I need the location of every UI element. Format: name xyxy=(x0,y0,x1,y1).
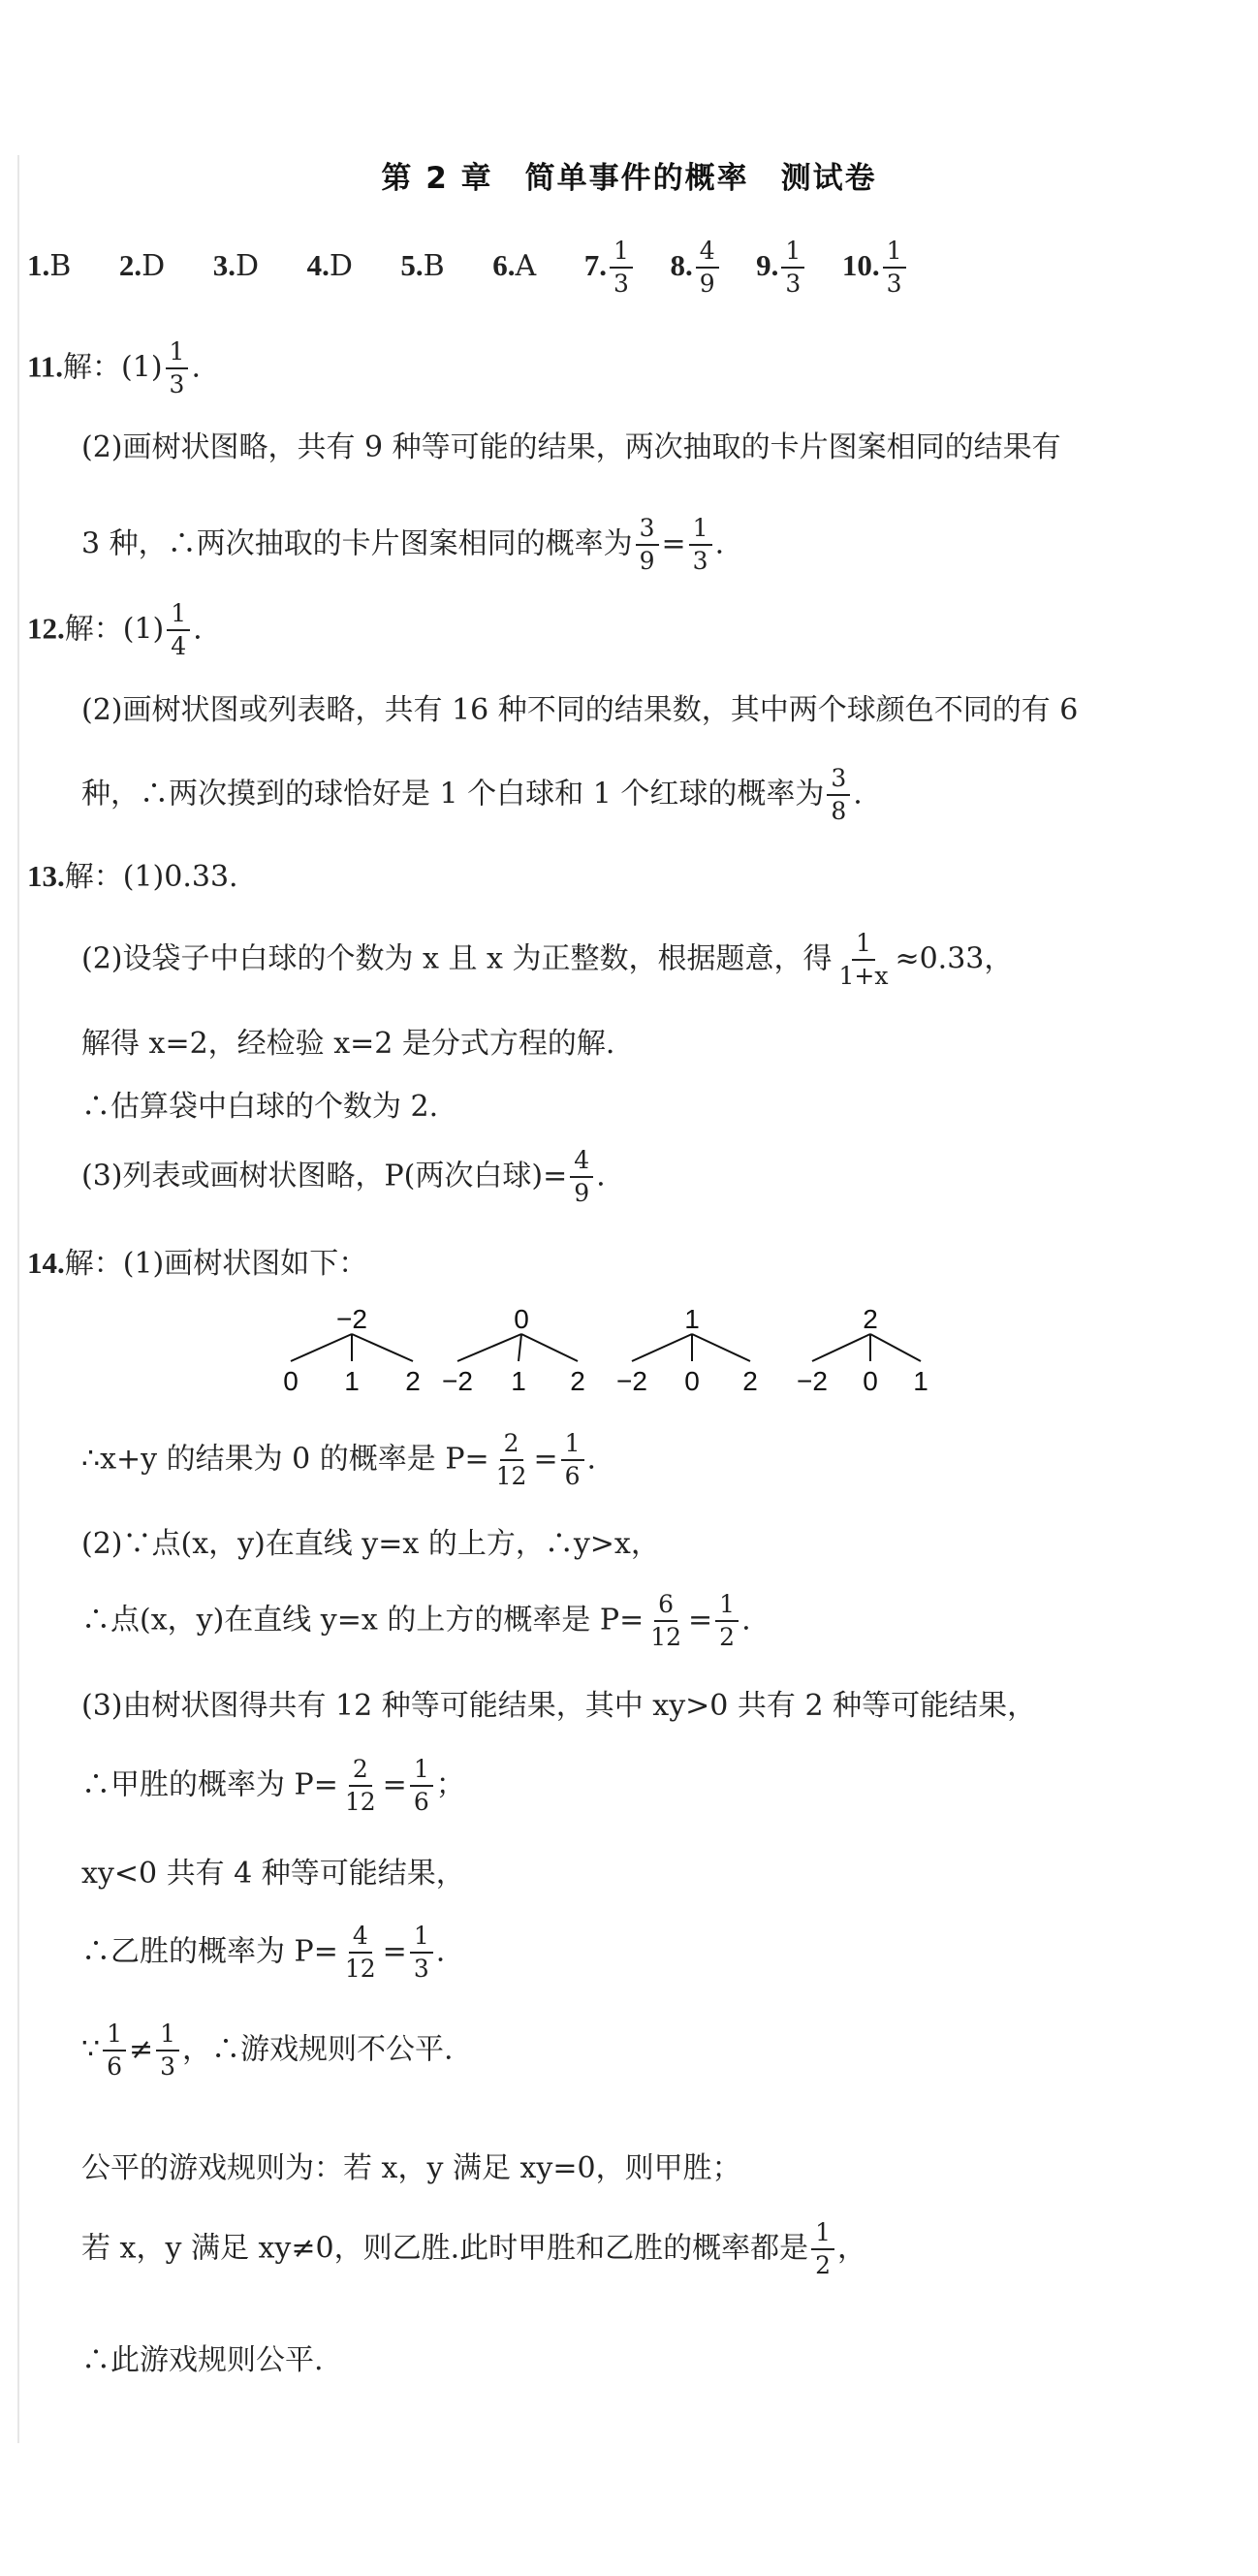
margin-line xyxy=(17,155,19,2443)
tree-leaf: 2 xyxy=(742,1366,758,1396)
tree-edge xyxy=(291,1334,352,1361)
tree-branch-3 xyxy=(616,1304,758,1396)
tree-leaf: −2 xyxy=(616,1366,647,1396)
q14-part1-head: 14.解：(1)画树状图如下： xyxy=(27,1246,368,1281)
tree-leaf: 2 xyxy=(405,1366,421,1396)
q11-part2-line2: 3 种，∴两次抽取的卡片图案相同的概率为 $\frac{3}{9}$ = $\frac{1}{3}$ . xyxy=(81,514,725,576)
tree-leaf: 1 xyxy=(913,1366,928,1396)
q13-part1: 13.解：(1)0.33. xyxy=(27,859,238,894)
q14-line1: ∴x+y 的结果为 0 的概率是 P= $\frac{2}{12}$ = $\frac{1}{6}$ . xyxy=(81,1429,597,1491)
tree-edge xyxy=(870,1334,921,1361)
tree-leaf: 0 xyxy=(684,1366,700,1396)
tree-leaf: 1 xyxy=(511,1366,526,1396)
answer-5: 5.B xyxy=(400,248,445,284)
q13-part2: (2)设袋子中白球的个数为 x 且 x 为正整数，根据题意，得 $\frac{1}{1+x}$ ≈0.33， xyxy=(81,929,1014,991)
tree-diagram xyxy=(281,1299,979,1396)
q14-line11: ∴此游戏规则公平. xyxy=(81,2343,324,2377)
tree-root-2: 0 xyxy=(514,1304,529,1334)
q14-line4: (3)由树状图得共有 12 种等可能结果，其中 xy>0 共有 2 种等可能结果， xyxy=(81,1689,1037,1723)
answers-1-10 xyxy=(27,239,909,298)
q13-part3: (3)列表或画树状图略，P(两次白球)= $\frac{4}{9}$ . xyxy=(81,1146,606,1208)
page-title: 第 2 章 简单事件的概率 测试卷 xyxy=(381,161,877,196)
q14-line10: 若 x，y 满足 xy≠0，则乙胜.此时甲胜和乙胜的概率都是 $\frac{1}{2}$ ， xyxy=(81,2218,867,2280)
q14-line9: 公平的游戏规则为：若 x，y 满足 xy=0，则甲胜； xyxy=(81,2151,741,2185)
q14-line2: (2)∵点(x，y)在直线 y=x 的上方，∴y>x， xyxy=(81,1527,660,1561)
answer-3: 3.D xyxy=(212,248,260,284)
q14-line7: ∴乙胜的概率为 P= $\frac{4}{12}$ = $\frac{1}{3}$ . xyxy=(81,1922,446,1984)
answer-1: 1.B xyxy=(27,248,72,284)
q11-part1: 11.解：(1) $\frac{1}{3}$ . xyxy=(27,337,201,399)
tree-leaf: −2 xyxy=(797,1366,828,1396)
tree-edge xyxy=(521,1334,578,1361)
q11-part2-line1: (2)画树状图略，共有 9 种等可能的结果，两次抽取的卡片图案相同的结果有 xyxy=(81,430,1061,464)
tree-leaf: 0 xyxy=(283,1366,299,1396)
q14-line3: ∴点(x，y)在直线 y=x 的上方的概率是 P= $\frac{6}{12}$ = $\frac{1}{2}$ . xyxy=(81,1590,751,1652)
q12-part1: 12.解：(1) $\frac{1}{4}$ . xyxy=(27,599,203,661)
q14-line6: xy<0 共有 4 种等可能结果， xyxy=(81,1857,465,1891)
q12-part2-line2: 种，∴两次摸到的球恰好是 1 个白球和 1 个红球的概率为 $\frac{3}{8}$ . xyxy=(81,764,863,826)
tree-root-1: −2 xyxy=(336,1304,367,1334)
tree-root-4: 2 xyxy=(863,1304,878,1334)
tree-leaf: −2 xyxy=(442,1366,473,1396)
answer-9: 9. $\frac{1}{3}$ xyxy=(756,249,807,283)
tree-edge xyxy=(519,1334,521,1361)
tree-leaf: 2 xyxy=(570,1366,585,1396)
answer-6: 6.A xyxy=(492,248,537,284)
answer-10: 10. $\frac{1}{3}$ xyxy=(842,249,909,283)
answer-2: 2.D xyxy=(118,248,166,284)
q14-line8: ∵ $\frac{1}{6}$ ≠ $\frac{1}{3}$ ，∴游戏规则不公平. xyxy=(81,2019,454,2082)
answer-8: 8. $\frac{4}{9}$ xyxy=(670,249,721,283)
q13-line3: 解得 x=2，经检验 x=2 是分式方程的解. xyxy=(81,1027,615,1061)
tree-branch-1 xyxy=(283,1304,421,1396)
answer-7: 7. $\frac{1}{3}$ xyxy=(584,249,636,283)
answer-4: 4.D xyxy=(306,248,353,284)
tree-root-3: 1 xyxy=(684,1304,700,1334)
tree-branch-4 xyxy=(797,1304,928,1396)
tree-edge xyxy=(352,1334,413,1361)
q13-line4: ∴估算袋中白球的个数为 2. xyxy=(81,1090,439,1124)
q12-part2-line1: (2)画树状图或列表略，共有 16 种不同的结果数，其中两个球颜色不同的有 6 xyxy=(81,693,1079,727)
tree-edge xyxy=(457,1334,521,1361)
tree-branch-2 xyxy=(442,1304,585,1396)
tree-edge xyxy=(692,1334,750,1361)
tree-leaf: 1 xyxy=(344,1366,360,1396)
tree-leaf: 0 xyxy=(863,1366,878,1396)
tree-edge xyxy=(632,1334,692,1361)
tree-edge xyxy=(812,1334,870,1361)
q14-line5: ∴甲胜的概率为 P= $\frac{2}{12}$ = $\frac{1}{6}$ ； xyxy=(81,1755,465,1817)
